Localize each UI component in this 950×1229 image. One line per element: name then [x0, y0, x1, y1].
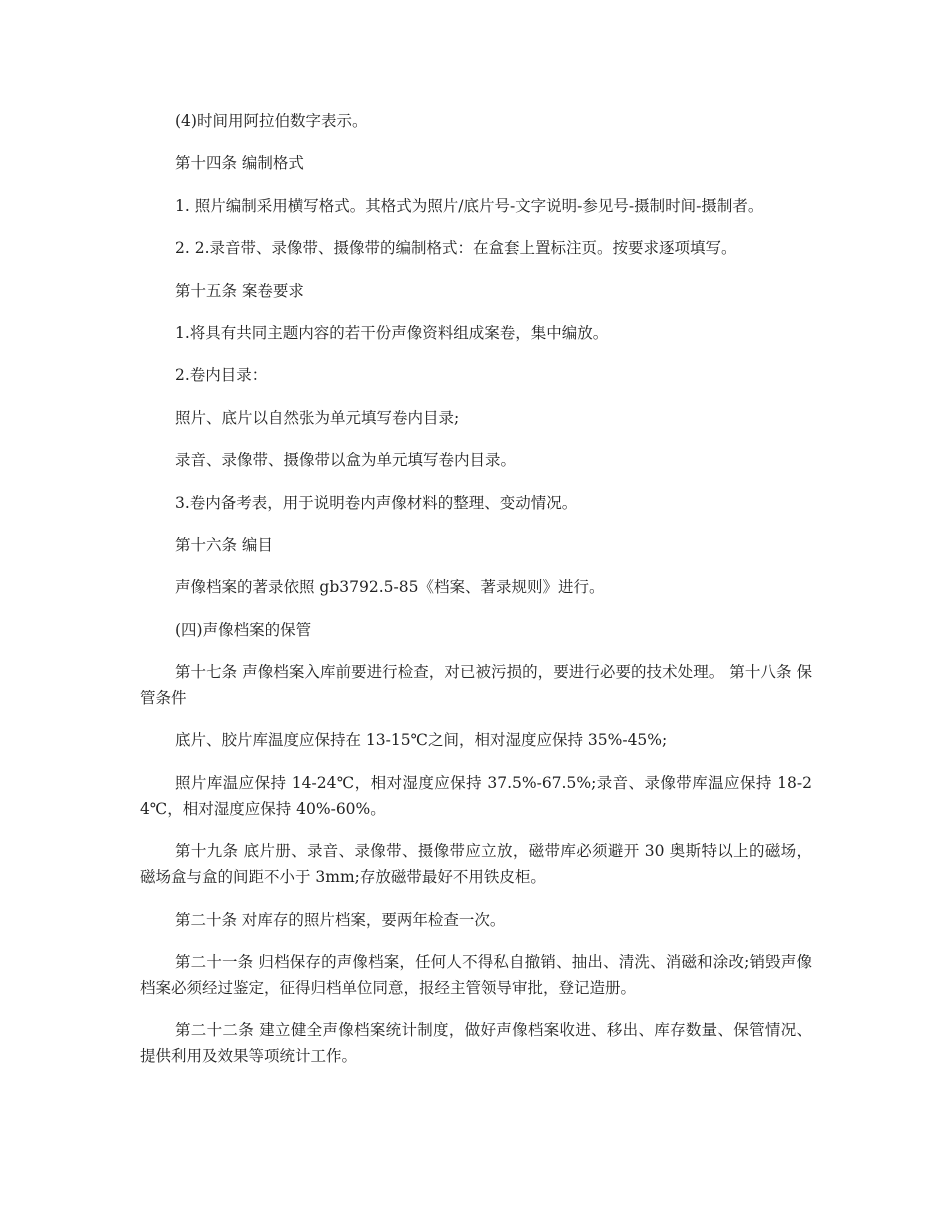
article-14-heading: 第十四条 编制格式	[175, 154, 304, 173]
article-22: 第二十二条 建立健全声像档案统计制度，做好声像档案收进、移出、库存数量、保管情况、提供利用及效果等项统计工作。	[140, 1021, 812, 1066]
paragraph-volume-grouping: 1.将具有共同主题内容的若干份声像资料组成案卷，集中编放。	[175, 323, 609, 342]
paragraph-tape-catalog: 录音、录像带、摄像带以盒为单元填写卷内目录。	[175, 451, 517, 470]
paragraph-photo-format: 1. 照片编制采用横写格式。其格式为照片/底片号-文字说明-参见号-摄制时间-摄制者。	[175, 196, 764, 215]
paragraph-photo-storage: 照片库温应保持 14-24℃，相对湿度应保持 37.5%-67.5%;录音、录像带库温应保持 18-24℃，相对湿度应保持 40%-60%。	[140, 773, 812, 818]
paragraph-cataloging-rules: 声像档案的著录依照 gb3792.5-85《档案、著录规则》进行。	[175, 578, 605, 597]
paragraph-time-format: (4)时间用阿拉伯数字表示。	[175, 112, 368, 130]
paragraph-volume-catalog: 2.卷内目录：	[175, 366, 268, 385]
article-19: 第十九条 底片册、录音、录像带、摄像带应立放，磁带库必须避开 30 奥斯特以上的磁场，磁场盒与盒的间距不小于 3mm;存放磁带最好不用铁皮柜。	[140, 842, 812, 887]
article-21: 第二十一条 归档保存的声像档案，任何人不得私自撤销、抽出、清洗、消磁和涂改;销毁声像档案必须经过鉴定，征得归档单位同意，报经主管领导审批，登记造册。	[140, 953, 812, 998]
paragraph-tape-format: 2. 2.录音带、录像带、摄像带的编制格式：在盒套上置标注页。按要求逐项填写。	[175, 239, 737, 258]
section-4-heading: (四)声像档案的保管	[175, 620, 312, 639]
paragraph-film-storage: 底片、胶片库温度应保持在 13-15℃之间，相对湿度应保持 35%-45%;	[175, 731, 668, 750]
paragraph-reference-table: 3.卷内备考表，用于说明卷内声像材料的整理、变动情况。	[175, 493, 578, 512]
article-16-heading: 第十六条 编目	[175, 535, 273, 554]
article-17-18: 第十七条 声像档案入库前要进行检查，对已被污损的，要进行必要的技术处理。 第十八条 保管条件	[140, 663, 812, 708]
document-body	[140, 108, 812, 1086]
article-15-heading: 第十五条 案卷要求	[175, 281, 304, 300]
paragraph-photo-catalog: 照片、底片以自然张为单元填写卷内目录;	[175, 408, 460, 427]
article-20: 第二十条 对库存的照片档案，要两年检查一次。	[175, 910, 506, 929]
